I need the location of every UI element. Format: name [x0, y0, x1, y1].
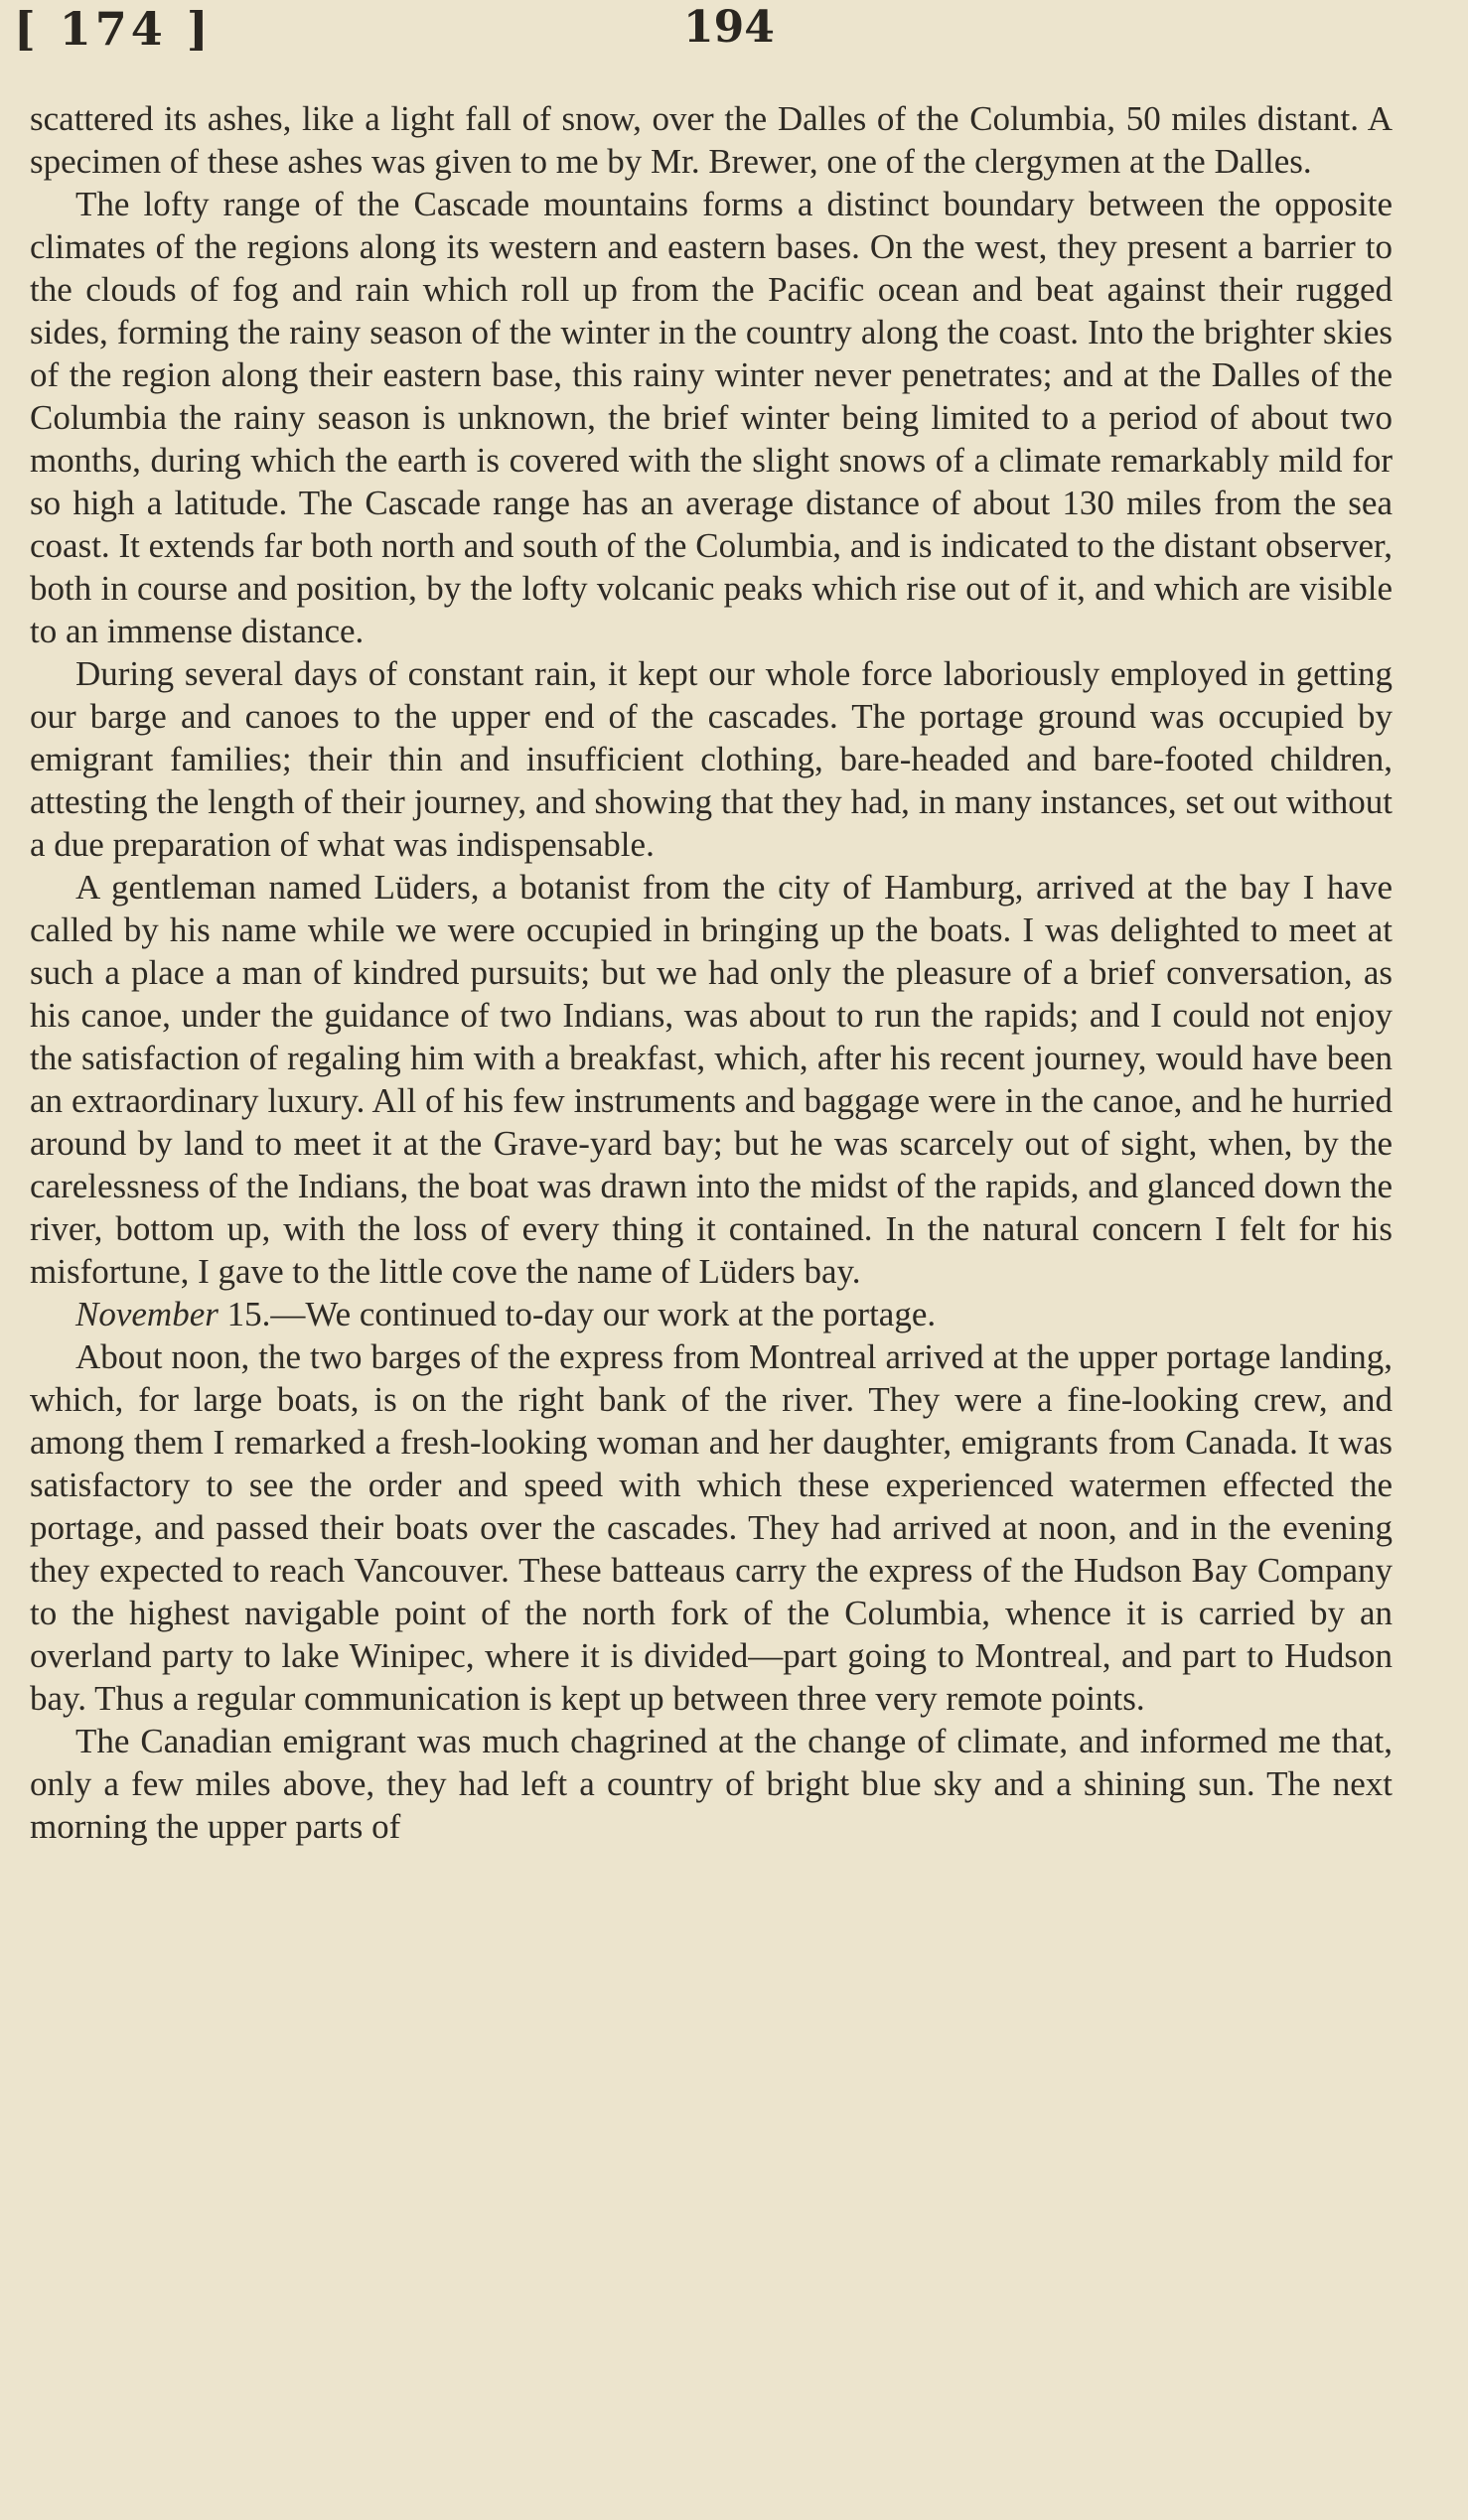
paragraph-portage-rain: During several days of constant rain, it kept our whole force laboriously employed in getting our barge and canoes to the upper end of the cascades. The portage ground was occupied by emigrant families; their thin and insufficient clothing, bare-headed and bare-footed children, attesting the length of their journey, and showing that they had, in many instances, set out without a due preparation of what was indispensable.: [30, 654, 1393, 864]
bracketed-page-number: [ 174 ]: [14, 2, 213, 56]
page-header: [0, 0, 1468, 70]
paragraph-date-entry: [30, 1293, 1393, 1335]
date-label: November: [75, 1295, 219, 1333]
page-number: 194: [683, 2, 775, 53]
paragraph-continued: scattered its ashes, like a light fall of snow, over the Dalles of the Columbia, 50 miles distant. A specimen of these ashes was given to me by Mr. Brewer, one of the clergymen at the Dalles.: [30, 99, 1393, 181]
paragraph-cascade-range: The lofty range of the Cascade mountains forms a distinct boundary between the opposite climates of the regions along its western and eastern bases. On the west, they present a barrier to the clouds of fog and rain which roll up from the Pacific ocean and beat against their rugged sides, forming the rainy season of the winter in the country along the coast. Into the brighter skies of the region along their eastern base, this rainy winter never penetrates; and at the Dalles of the Columbia the rainy season is unknown, the brief winter being limited to a period of about two months, during which the earth is covered with the slight snows of a climate remarkably mild for so high a latitude. The Cascade range has an average distance of about 130 miles from the sea coast. It extends far both north and south of the Columbia, and is indicated to the distant observer, both in course and position, by the lofty volcanic peaks which rise out of it, and which are visible to an immense distance.: [30, 185, 1393, 650]
paragraph-luders: A gentleman named Lüders, a botanist from the city of Hamburg, arrived at the bay I have called by his name while we were occupied in bringing up the boats. I was delighted to meet at such a place a man of kindred pursuits; but we had only the pleasure of a brief conversation, as his canoe, under the guidance of two Indians, was about to run the rapids; and I could not enjoy the satisfaction of regaling him with a breakfast, which, after his recent journey, would have been an extraordinary luxury. All of his few instruments and baggage were in the canoe, and he hurried around by land to meet it at the Grave-yard bay; but he was scarcely out of sight, when, by the carelessness of the Indians, the boat was drawn into the midst of the rapids, and glanced down the river, bottom up, with the loss of every thing it contained. In the natural concern I felt for his misfortune, I gave to the little cove the name of Lüders bay.: [30, 868, 1393, 1291]
body-text: [30, 97, 1393, 1848]
paragraph-montreal-express: About noon, the two barges of the express from Montreal arrived at the upper portage landing, which, for large boats, is on the right bank of the river. They were a fine-looking crew, and among them I remarked a fresh-looking woman and her daughter, emigrants from Canada. It was satisfactory to see the order and speed with which these experienced watermen effected the portage, and passed their boats over the cascades. They had arrived at noon, and in the evening they expected to reach Vancouver. These batteaus carry the express of the Hudson Bay Company to the highest navigable point of the north fork of the Columbia, whence it is carried by an overland party to lake Winipec, where it is divided—part going to Montreal, and part to Hudson bay. Thus a regular communication is kept up between three very remote points.: [30, 1337, 1393, 1718]
date-entry-text: 15.—We continued to-day our work at the portage.: [218, 1295, 937, 1333]
paragraph-canadian-emigrant: The Canadian emigrant was much chagrined at the change of climate, and informed me that, only a few miles above, they had left a country of bright blue sky and a shining sun. The next morning the upper parts of: [30, 1722, 1393, 1846]
